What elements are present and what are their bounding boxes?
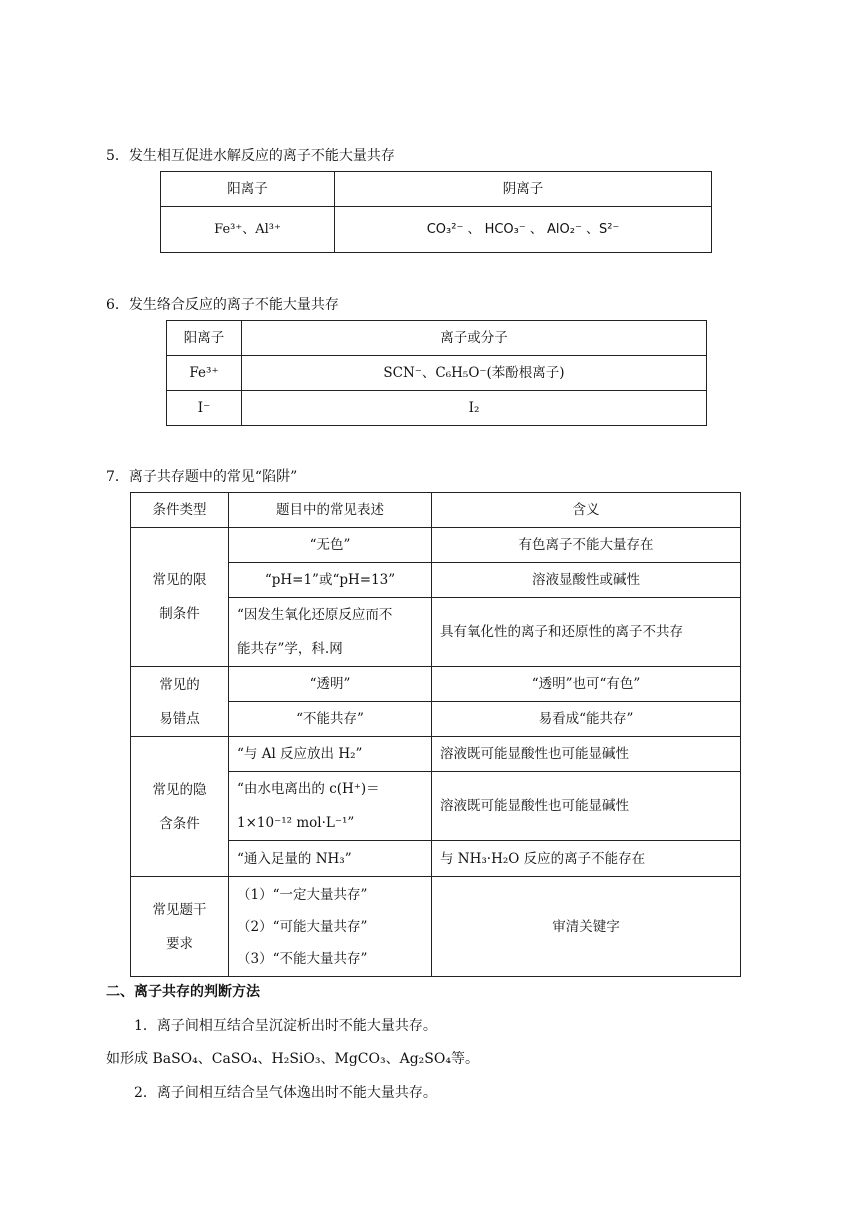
paragraph: 1．离子间相互结合呈沉淀析出时不能大量共存。 (134, 1018, 437, 1034)
section-7-table (130, 492, 741, 977)
expression-cell: “不能共存” (229, 702, 432, 737)
part-2-title: 二、离子共存的判断方法 (106, 984, 260, 1000)
condition-type-line: 常见题干 (152, 901, 207, 918)
ion-cell: Fe³⁺ (167, 356, 242, 391)
header-cation: 阳离子 (161, 172, 335, 207)
condition-type-line: 制条件 (159, 606, 200, 622)
section-7-title: 7．离子共存题中的常见“陷阱” (106, 469, 298, 485)
expression-line: 1×10⁻¹² mol·L⁻¹” (237, 815, 355, 831)
meaning-cell: 易看成“能共存” (432, 702, 741, 737)
partner-cell: I₂ (242, 391, 707, 426)
section-5-table (160, 171, 712, 253)
condition-type-line: 要求 (166, 935, 193, 952)
condition-type-cell (131, 667, 229, 737)
paragraph-detail: 如形成 BaSO₄、CaSO₄、H₂SiO₃、MgCO₃、Ag₂SO₄等。 (106, 1051, 479, 1067)
expression-cell (229, 598, 432, 667)
meaning-cell: 与 NH₃·H₂O 反应的离子不能存在 (432, 841, 741, 877)
expression-line: 能共存”学，科.网 (237, 641, 343, 657)
expression-line: （1）“一定大量共存” (237, 886, 368, 903)
condition-type-cell (131, 877, 229, 977)
paragraph: 2．离子间相互结合呈气体逸出时不能大量共存。 (134, 1085, 437, 1101)
expression-cell: “无色” (229, 528, 432, 563)
expression-line: （2）“可能大量共存” (237, 918, 368, 935)
meaning-cell: 审清关键字 (432, 877, 741, 977)
partner-cell: SCN⁻、C₆H₅O⁻(苯酚根离子) (242, 356, 707, 391)
expression-cell: “与 Al 反应放出 H₂” (229, 737, 432, 772)
ion-cell: I⁻ (167, 391, 242, 426)
expression-cell: “透明” (229, 667, 432, 702)
meaning-cell: 具有氧化性的离子和还原性的离子不共存 (432, 598, 741, 667)
section-6-title: 6．发生络合反应的离子不能大量共存 (106, 297, 339, 313)
anion-cell: CO₃²⁻ 、 HCO₃⁻ 、 AlO₂⁻ 、S²⁻ (335, 207, 712, 253)
condition-type-line: 常见的限 (152, 572, 207, 588)
condition-type-cell (131, 737, 229, 877)
expression-cell: “通入足量的 NH₃” (229, 841, 432, 877)
meaning-cell: “透明”也可“有色” (432, 667, 741, 702)
expression-cell (229, 877, 432, 977)
section-6-table (166, 320, 707, 426)
expression-line: （3）“不能大量共存” (237, 950, 368, 967)
meaning-cell: 有色离子不能大量存在 (432, 528, 741, 563)
expression-line: “因发生氧化还原反应而不 (237, 607, 393, 623)
condition-type-cell (131, 528, 229, 667)
header-type: 条件类型 (131, 493, 229, 528)
header-partner: 离子或分子 (242, 321, 707, 356)
header-meaning: 含义 (432, 493, 741, 528)
header-expression: 题目中的常见表述 (229, 493, 432, 528)
header-cation: 阳离子 (167, 321, 242, 356)
condition-type-line: 常见的 (159, 676, 200, 693)
cation-cell: Fe³⁺、Al³⁺ (161, 207, 335, 253)
expression-cell: “pH=1”或“pH=13” (229, 563, 432, 598)
expression-cell (229, 772, 432, 841)
header-anion: 阴离子 (335, 172, 712, 207)
meaning-cell: 溶液既可能显酸性也可能显碱性 (432, 737, 741, 772)
section-5-title: 5．发生相互促进水解反应的离子不能大量共存 (106, 148, 395, 164)
condition-type-line: 易错点 (159, 710, 200, 727)
expression-line: “由水电离出的 c(H⁺)＝ (237, 781, 380, 797)
condition-type-line: 常见的隐 (152, 781, 207, 798)
meaning-cell: 溶液既可能显酸性也可能显碱性 (432, 772, 741, 841)
meaning-cell: 溶液显酸性或碱性 (432, 563, 741, 598)
condition-type-line: 含条件 (159, 815, 200, 832)
